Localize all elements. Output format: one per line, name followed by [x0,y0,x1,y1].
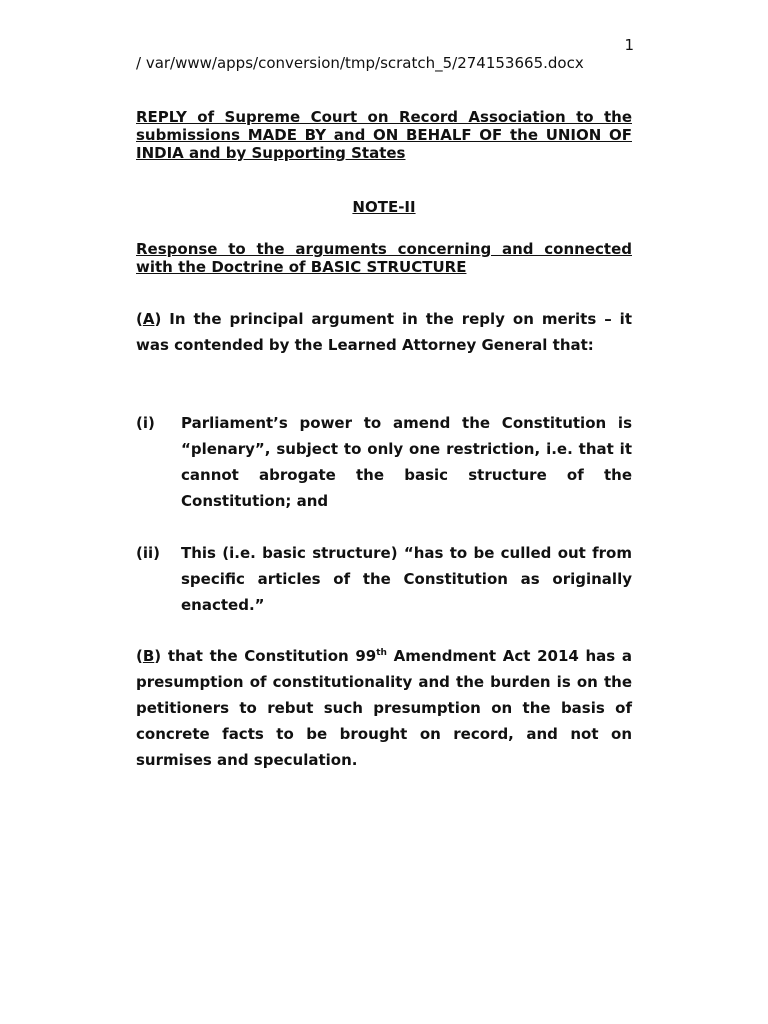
note-title: NOTE-II [352,198,416,216]
file-path: / var/www/apps/conversion/tmp/scratch_5/274153665.docx [136,54,584,72]
paragraph-a-letter: A [142,310,155,328]
list-item-marker: (i) [136,414,155,432]
paragraph-a-close: ) [154,310,162,328]
paragraph-a-open: ( [136,310,143,328]
ordinal-superscript: th [376,648,387,658]
section-subheading: Response to the arguments concerning and connected with the Doctrine of BASIC STRUCTURE [136,240,632,276]
paragraph-b-text-after: Amendment Act 2014 has a presumption of constitutionality and the burden is on the petitioners to rebut such presumption on the basis of concrete facts to be brought on record, and not on surmises and speculation. [136,647,632,769]
paragraph-a-text: In the principal argument in the reply on merits – it was contended by the Learned Attorney General that: [136,310,632,354]
list-item-marker: (ii) [136,544,160,562]
list-item [136,410,632,514]
list-item-text: This (i.e. basic structure) “has to be culled out from specific articles of the Constitution as originally enacted.” [181,544,632,614]
paragraph-b-text-before: that the Constitution 99 [161,647,377,665]
page-number: 1 [624,36,634,54]
paragraph-b [136,643,632,773]
paragraph-b-letter: B [142,647,155,665]
list-item [136,540,632,618]
list-item-text: Parliament’s power to amend the Constitution is “plenary”, subject to only one restriction, i.e. that it cannot abrogate the basic structure of the Constitution; and [181,414,632,510]
paragraph-a [136,306,632,358]
paragraph-b-close: ) [154,647,162,665]
paragraph-b-open: ( [136,647,143,665]
document-heading: REPLY of Supreme Court on Record Association to the submissions MADE BY and ON BEHALF OF the UNION OF INDIA and by Supporting States [136,108,632,162]
